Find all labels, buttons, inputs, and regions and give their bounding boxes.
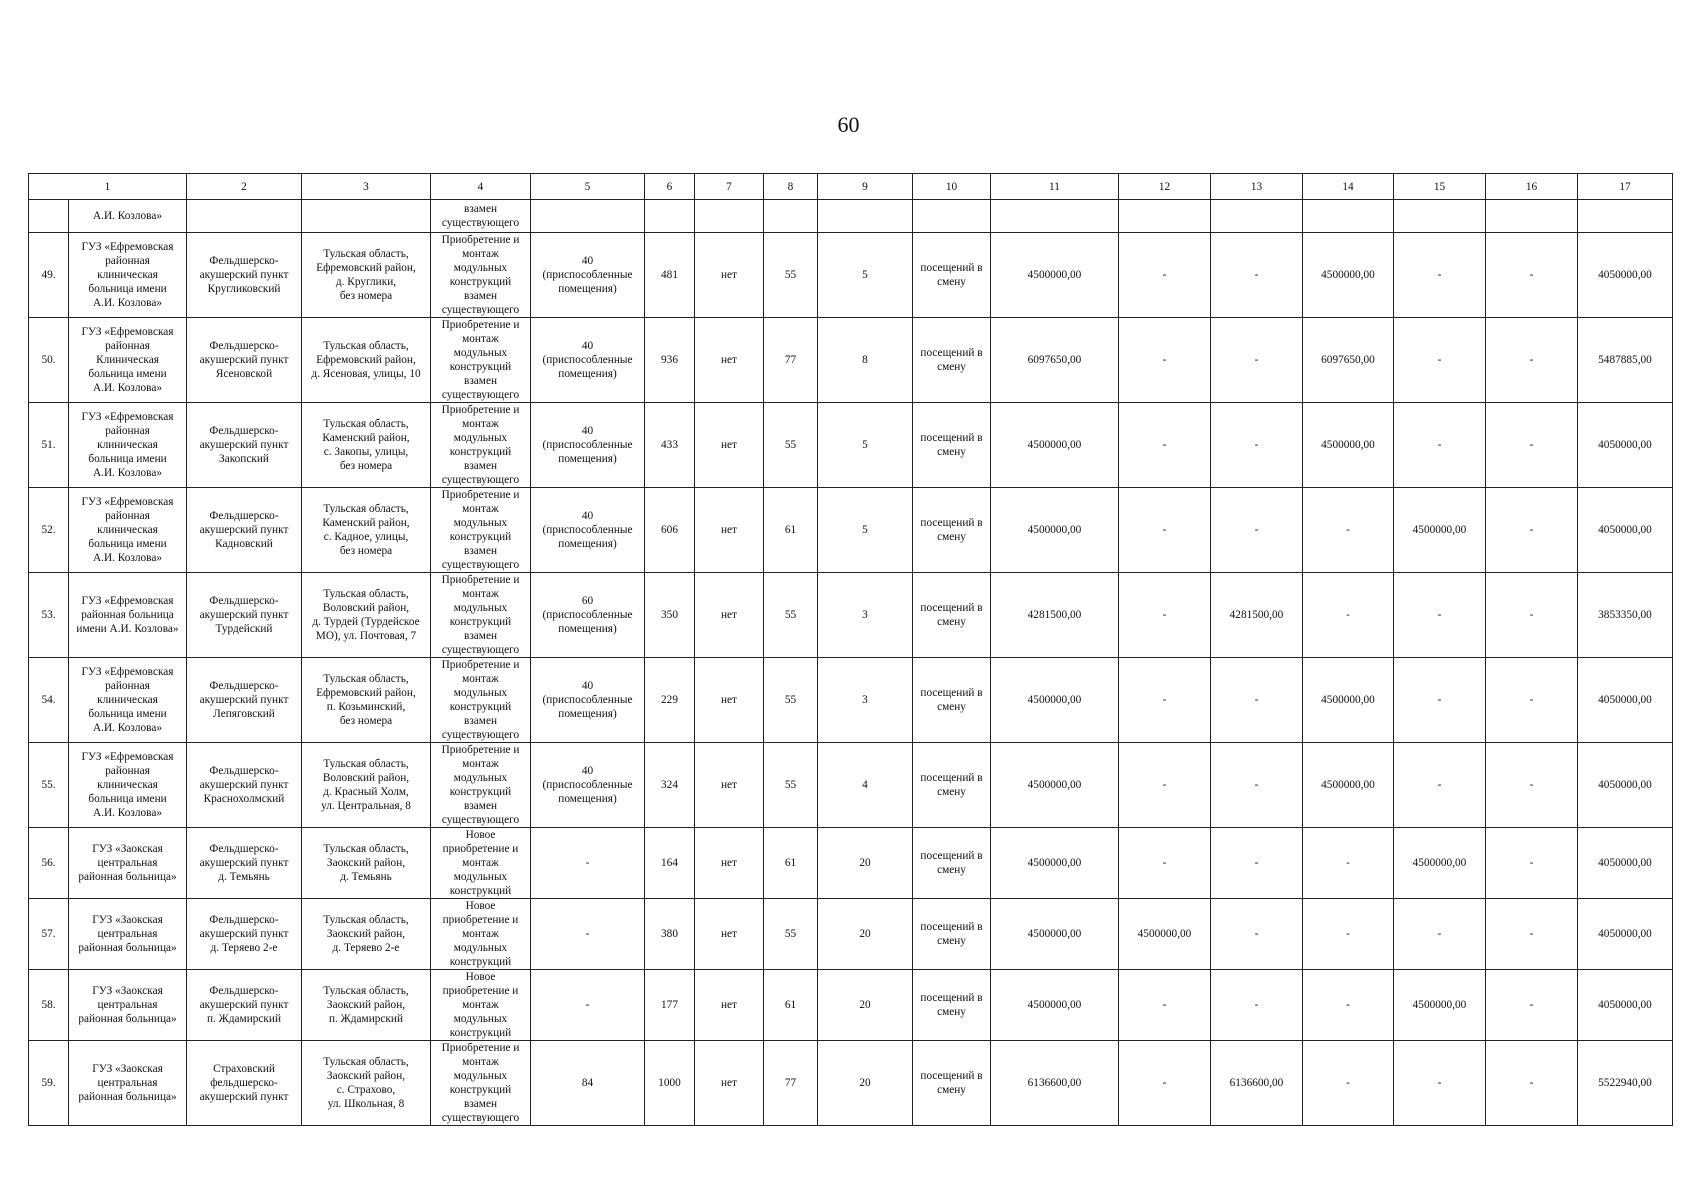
header-cell: 16 bbox=[1486, 174, 1578, 200]
table-row bbox=[29, 899, 1673, 970]
table-row bbox=[29, 573, 1673, 658]
table-cell: - bbox=[1394, 403, 1486, 488]
table-cell: - bbox=[1303, 1041, 1394, 1126]
table-row bbox=[29, 1041, 1673, 1126]
table-cell: 4050000,00 bbox=[1578, 743, 1673, 828]
table-cell: - bbox=[1119, 970, 1211, 1041]
header-cell: 14 bbox=[1303, 174, 1394, 200]
table-cell: 55 bbox=[764, 899, 818, 970]
table-cell: Фельдшерско- акушерский пункт Ясеновской bbox=[187, 318, 302, 403]
table-cell: Новое приобретение и монтаж модульных конструкций bbox=[431, 828, 531, 899]
table-cell: Новое приобретение и монтаж модульных конструкций bbox=[431, 899, 531, 970]
table-cell: - bbox=[1486, 658, 1578, 743]
table-cell: Тульская область, Заокский район, д. Теряево 2-е bbox=[302, 899, 431, 970]
table-cell: Приобретение и монтаж модульных конструкций взамен существующего bbox=[431, 573, 531, 658]
table-cell: Приобретение и монтаж модульных конструкций взамен существующего bbox=[431, 743, 531, 828]
table-cell: 4050000,00 bbox=[1578, 828, 1673, 899]
table-cell: Приобретение и монтаж модульных конструкций взамен существующего bbox=[431, 488, 531, 573]
table-cell: - bbox=[1303, 970, 1394, 1041]
row-number: 54. bbox=[29, 658, 69, 743]
header-cell: 10 bbox=[913, 174, 991, 200]
table-cell: 40 (приспособленные помещения) bbox=[531, 318, 645, 403]
table-row bbox=[29, 743, 1673, 828]
table-cell: 8 bbox=[818, 318, 913, 403]
row-number: 52. bbox=[29, 488, 69, 573]
row-number: 58. bbox=[29, 970, 69, 1041]
table-cell: нет bbox=[695, 899, 764, 970]
table-cell: 4500000,00 bbox=[1303, 403, 1394, 488]
table-cell: 40 (приспособленные помещения) bbox=[531, 403, 645, 488]
table-cell: ГУЗ «Ефремовская районная клиническая больница имени А.И. Козлова» bbox=[69, 403, 187, 488]
table-cell: 40 (приспособленные помещения) bbox=[531, 488, 645, 573]
table-cell: 4500000,00 bbox=[991, 828, 1119, 899]
table-row bbox=[29, 658, 1673, 743]
table-cell: - bbox=[1303, 573, 1394, 658]
table-cell: Приобретение и монтаж модульных конструкций взамен существующего bbox=[431, 403, 531, 488]
table-cell: 20 bbox=[818, 970, 913, 1041]
table-cell: Страховский фельдшерско- акушерский пункт bbox=[187, 1041, 302, 1126]
table-cell: Тульская область, Каменский район, с. Кадное, улицы, без номера bbox=[302, 488, 431, 573]
table-cell: 4500000,00 bbox=[991, 403, 1119, 488]
header-cell: 13 bbox=[1211, 174, 1303, 200]
table-cell: 61 bbox=[764, 488, 818, 573]
table-row bbox=[29, 828, 1673, 899]
table-cell: - bbox=[1211, 828, 1303, 899]
table-cell: Фельдшерско- акушерский пункт п. Ждамирский bbox=[187, 970, 302, 1041]
table-cell: - bbox=[1119, 573, 1211, 658]
table-cell: 60 (приспособленные помещения) bbox=[531, 573, 645, 658]
table-cell: 4050000,00 bbox=[1578, 403, 1673, 488]
table-cell: 380 bbox=[645, 899, 695, 970]
table-cell bbox=[1486, 200, 1578, 233]
table-cell: 4050000,00 bbox=[1578, 658, 1673, 743]
table-cell: Фельдшерско- акушерский пункт д. Теряево 2-е bbox=[187, 899, 302, 970]
table-cell: - bbox=[1394, 233, 1486, 318]
row-number: 49. bbox=[29, 233, 69, 318]
table-cell bbox=[302, 200, 431, 233]
table-cell: посещений в смену bbox=[913, 573, 991, 658]
table-cell: 77 bbox=[764, 318, 818, 403]
table-cell bbox=[818, 200, 913, 233]
table-cell: 4500000,00 bbox=[1394, 488, 1486, 573]
table-cell: - bbox=[1211, 403, 1303, 488]
header-cell: 17 bbox=[1578, 174, 1673, 200]
table-cell bbox=[913, 200, 991, 233]
table-cell: Фельдшерско- акушерский пункт Краснохолмский bbox=[187, 743, 302, 828]
table-cell: 4050000,00 bbox=[1578, 488, 1673, 573]
table-cell: 55 bbox=[764, 573, 818, 658]
table-row bbox=[29, 233, 1673, 318]
table-cell: посещений в смену bbox=[913, 970, 991, 1041]
table-cell: 4500000,00 bbox=[1394, 970, 1486, 1041]
table-cell: Приобретение и монтаж модульных конструкций взамен существующего bbox=[431, 318, 531, 403]
header-cell: 15 bbox=[1394, 174, 1486, 200]
table-cell: - bbox=[1119, 318, 1211, 403]
table-cell: 3 bbox=[818, 573, 913, 658]
table-cell: - bbox=[1394, 318, 1486, 403]
row-number: 51. bbox=[29, 403, 69, 488]
table-cell bbox=[1578, 200, 1673, 233]
table-cell: 5 bbox=[818, 488, 913, 573]
table-cell: 606 bbox=[645, 488, 695, 573]
table-cell: 61 bbox=[764, 828, 818, 899]
table-cell: Фельдшерско- акушерский пункт Закопский bbox=[187, 403, 302, 488]
table-cell: 6097650,00 bbox=[991, 318, 1119, 403]
table-cell: ГУЗ «Ефремовская районная клиническая больница имени А.И. Козлова» bbox=[69, 233, 187, 318]
continuation-row bbox=[29, 200, 1673, 233]
header-cell: 9 bbox=[818, 174, 913, 200]
table-cell: 55 bbox=[764, 743, 818, 828]
table-cell: Фельдшерско- акушерский пункт Кадновский bbox=[187, 488, 302, 573]
table-cell: Тульская область, Заокский район, с. Страхово, ул. Школьная, 8 bbox=[302, 1041, 431, 1126]
table-cell: - bbox=[1119, 828, 1211, 899]
table-cell: взамен существующего bbox=[431, 200, 531, 233]
table-cell: Фельдшерско- акушерский пункт д. Темьянь bbox=[187, 828, 302, 899]
header-cell: 11 bbox=[991, 174, 1119, 200]
page-number: 60 bbox=[837, 112, 860, 137]
table-cell: - bbox=[1394, 743, 1486, 828]
table-cell: А.И. Козлова» bbox=[69, 200, 187, 233]
table-cell: Новое приобретение и монтаж модульных конструкций bbox=[431, 970, 531, 1041]
table-cell: - bbox=[1486, 970, 1578, 1041]
table-cell: - bbox=[1211, 318, 1303, 403]
table-cell: посещений в смену bbox=[913, 828, 991, 899]
table-cell: 4500000,00 bbox=[1394, 828, 1486, 899]
table-cell: - bbox=[1486, 743, 1578, 828]
table-cell: посещений в смену bbox=[913, 318, 991, 403]
table-cell bbox=[1119, 200, 1211, 233]
table-cell bbox=[1211, 200, 1303, 233]
table-cell: нет bbox=[695, 403, 764, 488]
table-cell: Тульская область, Ефремовский район, д. Круглики, без номера bbox=[302, 233, 431, 318]
table-cell: 20 bbox=[818, 828, 913, 899]
table-cell: - bbox=[531, 899, 645, 970]
table-cell: 20 bbox=[818, 899, 913, 970]
table-cell: Фельдшерско- акушерский пункт Турдейский bbox=[187, 573, 302, 658]
table-cell: посещений в смену bbox=[913, 658, 991, 743]
table-cell: - bbox=[1394, 899, 1486, 970]
header-cell: 4 bbox=[431, 174, 531, 200]
table-cell: 3853350,00 bbox=[1578, 573, 1673, 658]
table-cell: - bbox=[1394, 573, 1486, 658]
table-cell: нет bbox=[695, 488, 764, 573]
row-number: 53. bbox=[29, 573, 69, 658]
header-row bbox=[29, 174, 1673, 200]
table-cell: 6136600,00 bbox=[991, 1041, 1119, 1126]
table-cell bbox=[1303, 200, 1394, 233]
table-cell: 433 bbox=[645, 403, 695, 488]
table-row bbox=[29, 318, 1673, 403]
table-cell: - bbox=[1119, 488, 1211, 573]
table-cell: нет bbox=[695, 658, 764, 743]
table-cell: 936 bbox=[645, 318, 695, 403]
table-cell: 4500000,00 bbox=[1303, 743, 1394, 828]
table-cell: нет bbox=[695, 573, 764, 658]
table-cell: 229 bbox=[645, 658, 695, 743]
table-cell: посещений в смену bbox=[913, 899, 991, 970]
table-cell: посещений в смену bbox=[913, 743, 991, 828]
header-cell: 8 bbox=[764, 174, 818, 200]
table-cell: - bbox=[1394, 1041, 1486, 1126]
table-cell: 40 (приспособленные помещения) bbox=[531, 658, 645, 743]
table-cell: 350 bbox=[645, 573, 695, 658]
table-cell: 4500000,00 bbox=[991, 658, 1119, 743]
table-cell: нет bbox=[695, 1041, 764, 1126]
table-cell: - bbox=[1486, 488, 1578, 573]
table-cell: 1000 bbox=[645, 1041, 695, 1126]
table-cell bbox=[187, 200, 302, 233]
header-cell: 12 bbox=[1119, 174, 1211, 200]
row-number: 56. bbox=[29, 828, 69, 899]
table-cell: - bbox=[1486, 403, 1578, 488]
table-cell: 177 bbox=[645, 970, 695, 1041]
table-cell: ГУЗ «Ефремовская районная Клиническая больница имени А.И. Козлова» bbox=[69, 318, 187, 403]
table-cell: - bbox=[1486, 1041, 1578, 1126]
table-cell: Приобретение и монтаж модульных конструкций взамен существующего bbox=[431, 1041, 531, 1126]
table-cell: - bbox=[1211, 233, 1303, 318]
table-cell: 55 bbox=[764, 403, 818, 488]
table-cell: 6097650,00 bbox=[1303, 318, 1394, 403]
table-cell: 5522940,00 bbox=[1578, 1041, 1673, 1126]
table-cell: посещений в смену bbox=[913, 1041, 991, 1126]
table-cell: - bbox=[1211, 658, 1303, 743]
table-cell: 4050000,00 bbox=[1578, 970, 1673, 1041]
table-cell: посещений в смену bbox=[913, 233, 991, 318]
table-row bbox=[29, 488, 1673, 573]
table-cell: 5 bbox=[818, 233, 913, 318]
table-cell: 4281500,00 bbox=[991, 573, 1119, 658]
table-cell: - bbox=[1211, 970, 1303, 1041]
table-cell: - bbox=[531, 970, 645, 1041]
table-cell: 4500000,00 bbox=[991, 899, 1119, 970]
table-cell: 40 (приспособленные помещения) bbox=[531, 233, 645, 318]
table-cell bbox=[645, 200, 695, 233]
table-cell: ГУЗ «Ефремовская районная клиническая больница имени А.И. Козлова» bbox=[69, 743, 187, 828]
table-cell: 40 (приспособленные помещения) bbox=[531, 743, 645, 828]
table-cell: ГУЗ «Заокская центральная районная больница» bbox=[69, 828, 187, 899]
table-cell: 84 bbox=[531, 1041, 645, 1126]
table-cell: Тульская область, Ефремовский район, д. Ясеновая, улицы, 10 bbox=[302, 318, 431, 403]
row-number: 57. bbox=[29, 899, 69, 970]
header-cell: 1 bbox=[29, 174, 187, 200]
table-cell: 481 bbox=[645, 233, 695, 318]
table-cell: нет bbox=[695, 828, 764, 899]
table-cell bbox=[991, 200, 1119, 233]
row-number: 59. bbox=[29, 1041, 69, 1126]
table-cell: 4050000,00 bbox=[1578, 899, 1673, 970]
table-cell: ГУЗ «Заокская центральная районная больница» bbox=[69, 899, 187, 970]
table-cell: - bbox=[1303, 899, 1394, 970]
table-cell: 4500000,00 bbox=[991, 233, 1119, 318]
table-cell: нет bbox=[695, 743, 764, 828]
table-cell: Тульская область, Каменский район, с. Закопы, улицы, без номера bbox=[302, 403, 431, 488]
table-cell: - bbox=[1211, 899, 1303, 970]
table-cell: - bbox=[1486, 573, 1578, 658]
table-cell: нет bbox=[695, 318, 764, 403]
table-row bbox=[29, 403, 1673, 488]
table-cell bbox=[1394, 200, 1486, 233]
table-cell: 6136600,00 bbox=[1211, 1041, 1303, 1126]
header-cell: 5 bbox=[531, 174, 645, 200]
table-cell: Приобретение и монтаж модульных конструкций взамен существующего bbox=[431, 233, 531, 318]
table-cell: ГУЗ «Заокская центральная районная больница» bbox=[69, 970, 187, 1041]
table-cell: 3 bbox=[818, 658, 913, 743]
table-cell: - bbox=[1303, 828, 1394, 899]
table-cell: 4500000,00 bbox=[1303, 233, 1394, 318]
table-cell: Тульская область, Заокский район, п. Ждамирский bbox=[302, 970, 431, 1041]
table-cell: - bbox=[1211, 488, 1303, 573]
data-table bbox=[28, 173, 1673, 1126]
table-cell: 4500000,00 bbox=[991, 970, 1119, 1041]
table-cell: нет bbox=[695, 233, 764, 318]
table-cell: 164 bbox=[645, 828, 695, 899]
table-cell bbox=[531, 200, 645, 233]
table-cell: - bbox=[1486, 899, 1578, 970]
table-cell: 324 bbox=[645, 743, 695, 828]
table-cell: посещений в смену bbox=[913, 403, 991, 488]
table-cell: 4500000,00 bbox=[991, 743, 1119, 828]
table-cell: 4500000,00 bbox=[1119, 899, 1211, 970]
header-cell: 7 bbox=[695, 174, 764, 200]
table-cell: - bbox=[1119, 403, 1211, 488]
table-cell: 4281500,00 bbox=[1211, 573, 1303, 658]
table-cell: 4500000,00 bbox=[991, 488, 1119, 573]
table-cell: - bbox=[1119, 743, 1211, 828]
table-cell: - bbox=[1394, 658, 1486, 743]
table-cell: - bbox=[1119, 233, 1211, 318]
row-number: 55. bbox=[29, 743, 69, 828]
table-cell: Тульская область, Заокский район, д. Темьянь bbox=[302, 828, 431, 899]
table-cell: 77 bbox=[764, 1041, 818, 1126]
table-cell: - bbox=[1119, 1041, 1211, 1126]
table-cell: 5 bbox=[818, 403, 913, 488]
table-cell: 4 bbox=[818, 743, 913, 828]
table-cell: - bbox=[1303, 488, 1394, 573]
table-cell bbox=[29, 200, 69, 233]
table-cell: 55 bbox=[764, 233, 818, 318]
table-cell: - bbox=[1486, 318, 1578, 403]
table-cell: 55 bbox=[764, 658, 818, 743]
table-cell bbox=[695, 200, 764, 233]
table-cell: Тульская область, Воловский район, д. Красный Холм, ул. Центральная, 8 bbox=[302, 743, 431, 828]
table-cell: 61 bbox=[764, 970, 818, 1041]
table-cell: Приобретение и монтаж модульных конструкций взамен существующего bbox=[431, 658, 531, 743]
table-cell: ГУЗ «Ефремовская районная больница имени А.И. Козлова» bbox=[69, 573, 187, 658]
table-cell: ГУЗ «Ефремовская районная клиническая больница имени А.И. Козлова» bbox=[69, 488, 187, 573]
table-cell bbox=[764, 200, 818, 233]
table-cell: Фельдшерско- акушерский пункт Лепяговский bbox=[187, 658, 302, 743]
table-row bbox=[29, 970, 1673, 1041]
table-cell: посещений в смену bbox=[913, 488, 991, 573]
table-cell: - bbox=[1486, 828, 1578, 899]
table-cell: - bbox=[1211, 743, 1303, 828]
table-cell: - bbox=[1486, 233, 1578, 318]
table-cell: Тульская область, Воловский район, д. Турдей (Турдейское МО), ул. Почтовая, 7 bbox=[302, 573, 431, 658]
table-cell: Фельдшерско- акушерский пункт Кругликовский bbox=[187, 233, 302, 318]
table-cell: нет bbox=[695, 970, 764, 1041]
table-cell: - bbox=[531, 828, 645, 899]
row-number: 50. bbox=[29, 318, 69, 403]
header-cell: 6 bbox=[645, 174, 695, 200]
table-cell: ГУЗ «Ефремовская районная клиническая больница имени А.И. Козлова» bbox=[69, 658, 187, 743]
table-cell: 4050000,00 bbox=[1578, 233, 1673, 318]
table-cell: 5487885,00 bbox=[1578, 318, 1673, 403]
table-cell: Тульская область, Ефремовский район, п. Козьминский, без номера bbox=[302, 658, 431, 743]
table-cell: ГУЗ «Заокская центральная районная больница» bbox=[69, 1041, 187, 1126]
header-cell: 3 bbox=[302, 174, 431, 200]
table-cell: 20 bbox=[818, 1041, 913, 1126]
header-cell: 2 bbox=[187, 174, 302, 200]
table-cell: - bbox=[1119, 658, 1211, 743]
table-cell: 4500000,00 bbox=[1303, 658, 1394, 743]
